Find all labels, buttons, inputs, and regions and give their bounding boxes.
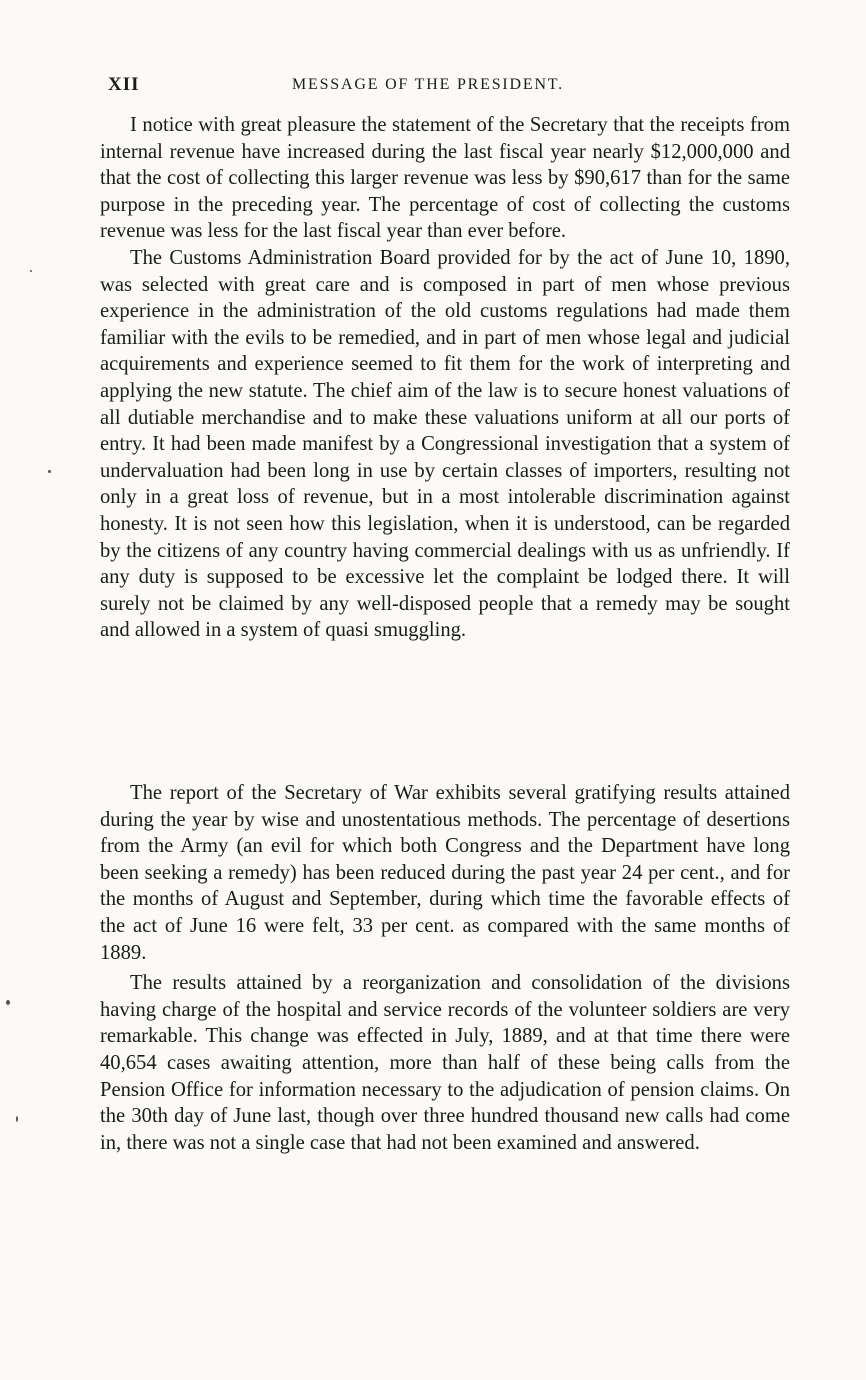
paragraph-secretary-of-war: The report of the Secretary of War exhibits several gratifying results attained during the year by wise and unostentatious methods. The percentage of desertions from the Army (an evil for which both Congress and the Department have long been seeking a remedy) has been reduced during the past year 24 per cent., and for the months of August and September, during which time the favorable effects of the act of June 16 were felt, 33 per cent. as compared with the same months of 1889. — [100, 782, 790, 964]
scan-speck — [48, 470, 51, 473]
scan-speck — [16, 1116, 18, 1122]
paragraph-internal-revenue: I notice with great pleasure the statement of the Secretary that the receipts from internal revenue have increased during the last fiscal year nearly $12,000,000 and that the cost of collecting this larger revenue was less by $90,617 than for the same purpose in the preceding year. The percentage of cost of collecting the customs revenue was less for the last fiscal year than ever before. — [100, 114, 790, 243]
paragraph-records-reorganization: The results attained by a reorganization and consolidation of the divisions having charge of the hospital and service records of the volunteer soldiers are very remarkable. This change was effected in July, 1889, and at that time there were 40,654 cases awaiting attention, more than half of these being calls from the Pension Office for information necessary to the adjudication of pension claims. On the 30th day of June last, though over three hundred thousand new calls had come in, there was not a single case that had not been examined and answered. — [100, 972, 790, 1154]
body-section-treasury — [100, 112, 790, 644]
running-head: MESSAGE OF THE PRESIDENT. — [292, 76, 564, 93]
body-section-war — [100, 780, 790, 1156]
scan-speck — [6, 1000, 10, 1005]
page-number: XII — [108, 74, 140, 95]
paragraph-customs-board: The Customs Administration Board provided for by the act of June 10, 1890, was selected with great care and is composed in part of men whose previous experience in the administration of the old customs regulations had made them familiar with the evils to be remedied, and in part of men whose legal and judicial acquirements and experience seemed to fit them for the work of interpreting and applying the new statute. The chief aim of the law is to secure honest valuations of all dutiable merchandise and to make these valuations uniform at all our ports of entry. It had been made manifest by a Congressional investigation that a system of undervaluation had been long in use by certain classes of importers, resulting not only in a great loss of revenue, but in a most intolerable discrimination against honesty. It is not seen how this legislation, when it is understood, can be regarded by the citizens of any country having commercial dealings with us as unfriendly. If any duty is supposed to be excessive let the complaint be lodged there. It will surely not be claimed by any well-disposed people that a remedy may be sought and allowed in a system of quasi smuggling. — [100, 246, 790, 642]
page-header — [82, 70, 782, 100]
scan-speck — [30, 270, 32, 272]
